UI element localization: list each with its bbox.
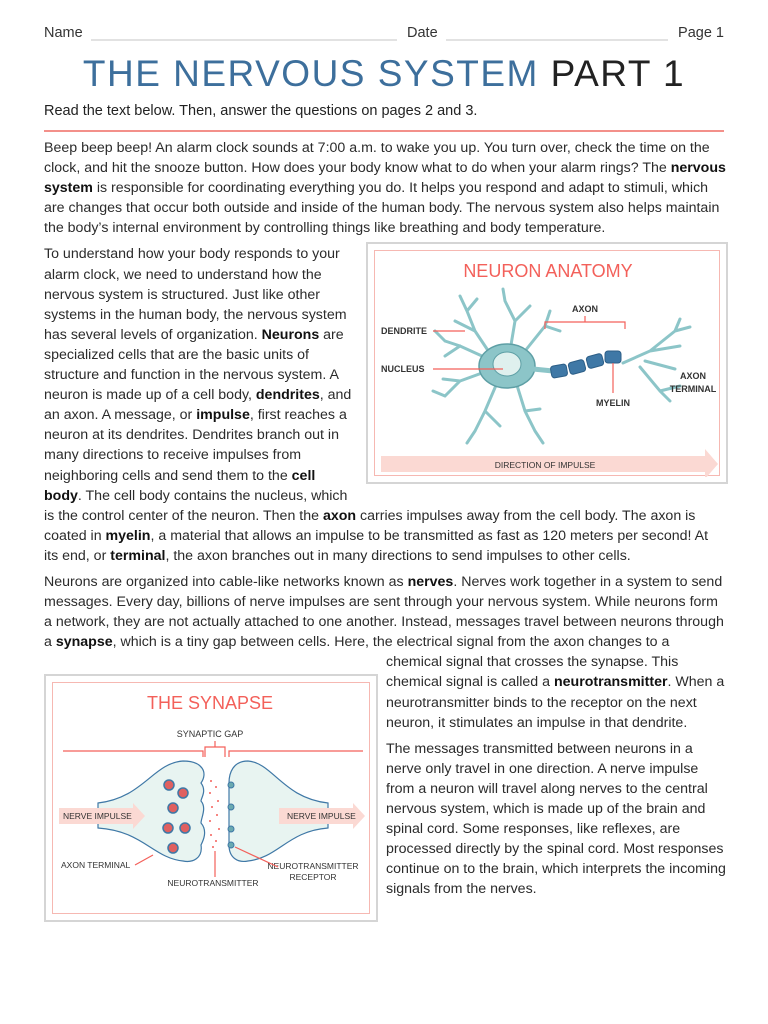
text-segment: , and an axon. A message, or [44,387,352,424]
text-segment: . When a neurotransmitter binds to the receptor on the next neuron, it stimulates an impulse in that dendrite. [386,674,725,731]
text-segment: . The cell body contains the nucleus, which is the control center of the neuron. Then the [44,487,348,524]
text-segment: Neurons are organized into cable-like networks known as [44,573,408,590]
text-segment: . Nerves work together in a system to send messages. Every day, billions of nerve impulses are sent through your nervous system. While neurons form a network, they are not actually attached to one another. Instead, messages travel between neurons through a [44,573,724,651]
text-segment: To understand how your body responds to your alarm clock, we need to understand how the nervous system is structured. Just like other systems in the human body, the nervous system has several levels of organization. [44,246,347,343]
synapse-figure [44,674,378,922]
paragraph-intro [44,138,726,238]
date-field[interactable] [446,39,668,41]
text-segment: , first reaches a neuron at its dendrites. Dendrites branch out in many directions to receive impulses from neighboring cells and send them to the [44,407,347,484]
page-title [0,53,768,95]
reading-passage [44,138,726,926]
key-term: neurotransmitter [553,674,668,691]
label-axon-terminal: AXON [679,371,707,382]
text-segment: are specialized cells that are the basic units of structure and function in the nervous system. A neuron is made up of a cell body, [44,326,344,404]
label-dendrite: DENDRITE [381,326,428,337]
title-main: THE NERVOUS SYSTEM [82,53,539,94]
neuron-figure-title: NEURON ANATOMY [463,261,633,282]
worksheet-header [44,25,724,45]
key-term: nerves [407,573,454,590]
key-term: axon [322,507,357,524]
label-axon-terminal-2: TERMINAL [669,384,717,395]
text-segment: , a material that allows an impulse to be transmitted as fast as 120 meters per second! At its end, or [44,527,709,564]
label-axon-terminal: AXON TERMINAL [61,859,131,870]
text-segment: is responsible for coordinating everything you do. It helps you respond and adapt to stimuli, which are changes that occur both outside and inside of the human body. The nervous system also helps maintain the body’s internal environment by controlling things like breathing and body temperature. [44,180,720,237]
neuron-anatomy-figure [366,242,728,484]
key-term: myelin [105,527,151,544]
key-term: Neurons [261,326,320,343]
key-term: cell body [44,467,316,504]
key-term: nervous system [44,160,726,197]
key-term: terminal [110,547,166,564]
date-label: Date [407,25,438,41]
label-receptor-2: RECEPTOR [289,871,337,882]
text-segment: carries impulses away from the cell body. The axon is coated in [44,507,696,544]
key-term: synapse [55,634,113,651]
label-nucleus: NUCLEUS [381,364,425,375]
instructions: Read the text below. Then, answer the questions on pages 2 and 3. [44,103,478,119]
label-nerve-impulse-out: NERVE IMPULSE [287,810,356,821]
label-nerve-impulse-in: NERVE IMPULSE [63,810,132,821]
title-part: PART 1 [550,53,686,94]
label-neurotransmitter: NEUROTRANSMITTER [167,877,259,888]
text-segment: , the axon branches out in many directions to send impulses to other cells. [165,547,631,564]
label-axon: AXON [571,304,599,315]
label-myelin: MYELIN [595,398,631,409]
neuron-illustration [433,289,690,443]
text-segment: The messages transmitted between neurons in a nerve only travel in one direction. A nerve impulse from a neuron will travel along nerves to the central nervous system, which is made up of the brain and spinal cord. Some responses, like reflexes, are processed directly by the spinal cord. Most responses continue on to the brain, which interprets the incoming signals from the nerves. [386,740,726,898]
synapse-figure-title: THE SYNAPSE [146,692,274,713]
text-segment: Beep beep beep! An alarm clock sounds at 7:00 a.m. to wake you up. You turn over, check the time on the clock, and hit the snooze button. How does your body know what to do when your alarm rings? The [44,140,710,177]
page-label: Page 1 [678,25,724,41]
key-term: dendrites [255,387,320,404]
label-direction: DIRECTION OF IMPULSE [494,460,596,471]
label-receptor: NEUROTRANSMITTER [267,860,359,871]
divider [44,130,724,132]
text-segment: , which is a tiny gap between cells. Here, the electrical signal from the axon changes to a chemical signal that crosses the synapse. This chemical signal is called a [112,634,679,691]
neurotransmitter-dots [209,780,220,848]
name-field[interactable] [91,39,397,41]
key-term: impulse [196,407,250,424]
name-label: Name [44,25,83,41]
label-synaptic-gap: SYNAPTIC GAP [176,728,244,739]
